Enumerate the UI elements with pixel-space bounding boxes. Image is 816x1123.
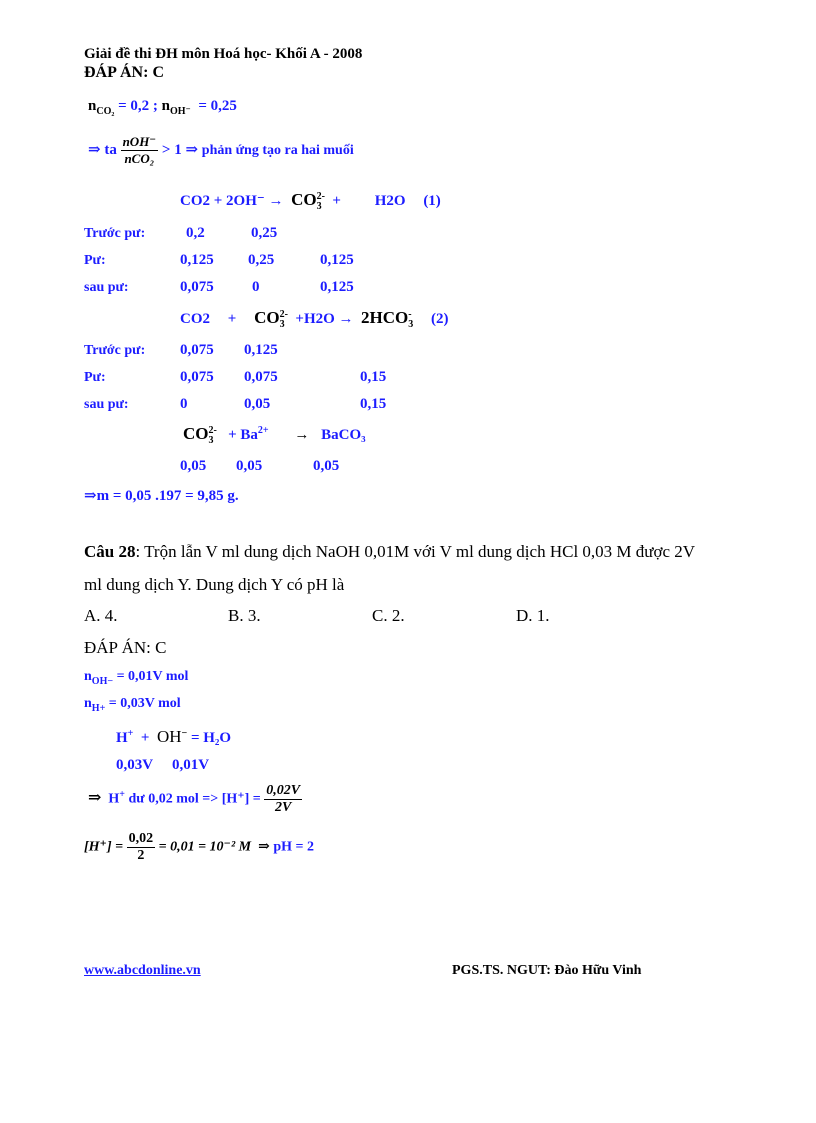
label-before-1: Trước pư: xyxy=(84,226,146,241)
cell: 0,25 xyxy=(248,252,275,268)
ratio-fraction: $\frac{\text{nOH⁻}}{\text{nCO₂}}$ xyxy=(122,134,157,166)
page-header-title: Giải đề thi ĐH môn Hoá học- Khối A - 2008 xyxy=(84,46,363,62)
cell: 0,125 xyxy=(244,342,278,358)
option-a: A. 4. xyxy=(84,606,118,625)
cell: 0,075 xyxy=(244,369,278,385)
label-react-2: Pư: xyxy=(84,370,106,385)
cell: 0,05 xyxy=(236,458,263,474)
label-before-2: Trước pư: xyxy=(84,343,146,358)
question-28-line-2: ml dung dịch Y. Dung dịch Y có pH là xyxy=(84,575,345,594)
reaction-2: CO2 + CO 2- 3 +H2O → 2HCO - 3 (2) xyxy=(180,308,449,330)
label-react-1: Pư: xyxy=(84,253,106,268)
cell: 0,075 xyxy=(180,279,214,295)
n-oh-line: $n_{OH-} = 0,01V$ mol xyxy=(84,669,189,687)
cell: 0,01V xyxy=(172,757,210,773)
reaction-3: CO 2- 3 + $Ba^{2+}$ → BaCO₃ xyxy=(183,424,366,446)
result-27: ⇒m = 0,05 .197 = 9,85 g. xyxy=(84,488,239,504)
reaction-28: H+ + OH− = H₂O xyxy=(116,727,232,746)
answer-label-27: ĐÁP ÁN: C xyxy=(84,64,164,81)
option-d: D. 1. xyxy=(516,606,550,625)
option-b: B. 3. xyxy=(228,606,261,625)
moles-line: $n_{CO_2} = 0,2$ ; $n_{OH^-} = 0,25$ xyxy=(88,98,237,117)
cell: 0,125 xyxy=(320,279,354,295)
cell: 0,05 xyxy=(180,458,207,474)
cell: 0,125 xyxy=(180,252,214,268)
cell: 0,125 xyxy=(320,252,354,268)
ratio-line: ⇒ ta $\frac{\text{nOH⁻}}{\text{nCO₂}}$ > 1 ⇒ phản ứng tạo ra hai muối xyxy=(88,134,354,166)
n-h-line: $n_{H+} = 0,03V$ mol xyxy=(84,696,181,714)
cell: 0,15 xyxy=(360,369,387,385)
option-c: C. 2. xyxy=(372,606,405,625)
footer-author: PGS.TS. NGUT: Đào Hữu Vinh xyxy=(452,963,642,978)
final-line: [H⁺] = $\frac{0,02}{2}$ = 0,01 = 10⁻² M ⇒ pH = 2 xyxy=(84,831,314,863)
answer-label-28: ĐÁP ÁN: C xyxy=(84,638,167,657)
cell: 0,25 xyxy=(251,225,278,241)
footer-website-link[interactable]: www.abcdonline.vn xyxy=(84,963,201,978)
cell: 0,075 xyxy=(180,369,214,385)
question-28-line-1: Câu 28: Trộn lẫn V ml dung dịch NaOH 0,01M với V ml dung dịch HCl 0,03 M được 2V xyxy=(84,542,696,561)
excess-fraction: $\frac{0,02V}{2V}$ xyxy=(266,783,301,815)
cell: 0 xyxy=(252,279,260,295)
cell: 0,05 xyxy=(244,396,271,412)
cell: 0,075 xyxy=(180,342,214,358)
cell: 0,15 xyxy=(360,396,387,412)
cell: 0,05 xyxy=(313,458,340,474)
reaction-1: CO2 + 2OH⁻ → CO 2- 3 + H2O (1) xyxy=(180,190,441,212)
cell: 0,2 xyxy=(186,225,205,241)
label-after-2: sau pư: xyxy=(84,397,129,412)
label-after-1: sau pư: xyxy=(84,280,129,295)
cell: 0 xyxy=(180,396,188,412)
final-fraction: $\frac{0,02}{2}$ xyxy=(128,831,154,863)
cell: 0,03V xyxy=(116,757,154,773)
excess-line: ⇒ H+ dư 0,02 mol => [H⁺] = $\frac{0,02V}{2V}$ xyxy=(88,783,301,815)
